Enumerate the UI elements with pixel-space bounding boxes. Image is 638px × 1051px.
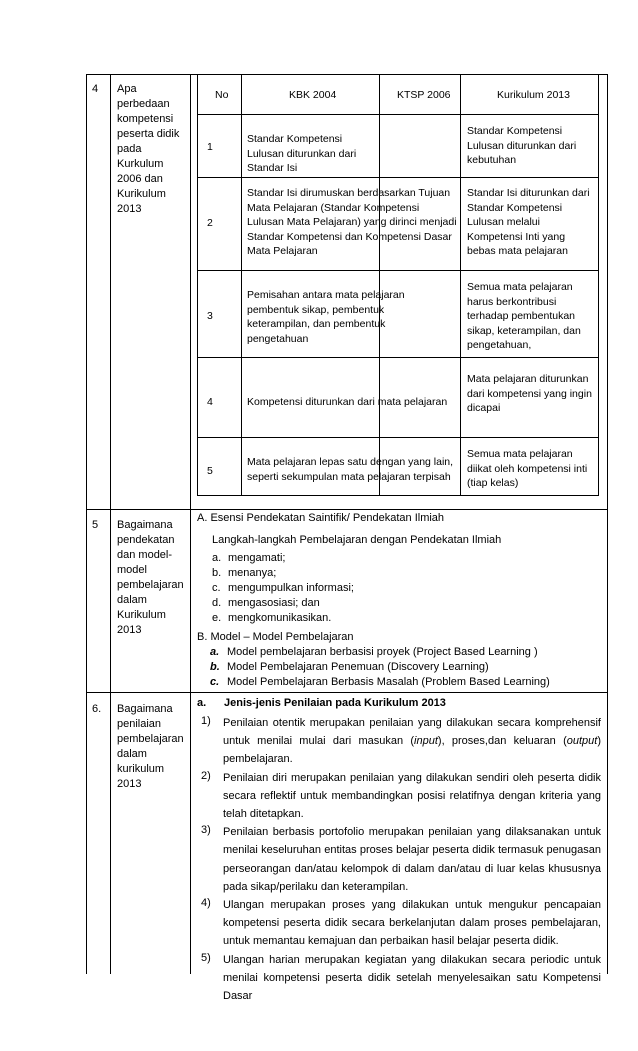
table-col-divider	[190, 74, 191, 974]
list-item: Model Pembelajaran Penemuan (Discovery Learning)	[227, 661, 489, 673]
header-kbk: KBK 2004	[289, 89, 337, 101]
row-question: Apa perbedaan kompetensi peserta didik pada Kurkulum 2006 dan Kurikulum 2013	[117, 83, 180, 215]
comparison-no: 4	[207, 396, 213, 408]
inner-border	[598, 74, 599, 496]
main-table	[86, 74, 608, 1002]
list-marker: c.	[210, 676, 220, 688]
list-marker: e.	[212, 612, 222, 624]
comparison-kbk: Mata pelajaran lepas satu dengan yang lain, seperti sekumpulan mata pelajaran terpisah	[247, 456, 454, 483]
section-heading-marker: a.	[197, 697, 207, 709]
row-number: 4	[92, 83, 99, 95]
comparison-k13: Standar Isi diturunkan dari Standar Kompetensi Lulusan melalui Kompetensi Inti yang bebas mata pelajaran	[467, 187, 590, 257]
list-item-line: untuk menilai mulai dari masukan (input), proses,dan keluaran (output)	[223, 735, 601, 748]
table-col-divider	[110, 74, 111, 974]
table-border-left	[86, 74, 87, 974]
list-marker: a.	[212, 552, 222, 564]
list-marker: c.	[212, 582, 221, 594]
inner-row-divider	[197, 177, 599, 178]
inner-row-divider	[197, 270, 599, 271]
comparison-no: 1	[207, 141, 213, 153]
list-item: mengkomunikasikan.	[228, 612, 332, 624]
section-subheading: Langkah-langkah Pembelajaran dengan Pendekatan Ilmiah	[212, 534, 502, 546]
row-question: Bagaimana penilaian pembelajaran dalam kurikulum 2013	[117, 703, 184, 790]
comparison-table	[197, 74, 599, 496]
row-divider	[86, 692, 608, 693]
inner-col-divider	[379, 74, 380, 496]
list-item: Model Pembelajaran Berbasis Masalah (Problem Based Learning)	[227, 676, 550, 688]
header-ktsp: KTSP 2006	[397, 89, 451, 101]
comparison-kbk: Kompetensi diturunkan dari mata pelajaran	[247, 396, 448, 408]
list-item-line: Penilaian diri merupakan penilaian yang dilakukan sendiri oleh peserta didik	[223, 771, 601, 784]
comparison-kbk: Pemisahan antara mata pelajaran pembentuk sikap, pembentuk keterampilan, dan pembentuk pengetahuan	[247, 289, 405, 345]
list-marker: 3)	[201, 824, 211, 837]
inner-col-divider	[241, 74, 242, 496]
inner-border	[197, 74, 198, 496]
list-marker: 5)	[201, 951, 211, 964]
list-item-line: Penilaian otentik merupakan penilaian yang dilakukan secara komprehensif	[223, 717, 601, 729]
list-marker: b.	[210, 661, 220, 673]
section-heading: Jenis-jenis Penilaian pada Kurikulum 2013	[224, 697, 446, 709]
list-item-line: Penilaian berbasis portofolio merupakan penilaian yang dilaksanakan untuk	[223, 826, 601, 839]
section-heading: A. Esensi Pendekatan Saintifik/ Pendekatan Ilmiah	[197, 512, 445, 524]
list-item-line: pembelajaran.	[223, 753, 293, 766]
row-number: 6.	[92, 703, 102, 715]
comparison-k13: Standar Kompetensi Lulusan diturunkan dari kebutuhan	[467, 125, 577, 166]
comparison-no: 5	[207, 465, 213, 477]
list-item-line: menilai kompetensi peserta didik setelah menyelesaikan satu Kompetensi Dasar	[223, 971, 601, 1002]
section-heading: B. Model – Model Pembelajaran	[197, 631, 354, 643]
inner-row-divider	[197, 114, 599, 115]
list-item-line: menilai keseluruhan entitas proses belajar peserta didik termasuk penugasan	[223, 844, 601, 857]
list-item-line: perseorangan dan/atau kelompok di dalam dan/atau di luar kelas khususnya	[223, 862, 601, 875]
comparison-no: 2	[207, 217, 213, 229]
list-marker: 2)	[201, 769, 211, 782]
inner-border	[197, 495, 599, 496]
comparison-no: 3	[207, 310, 213, 322]
list-item-line: secara reflektif untuk membandingkan posisi relatifnya dengan kriteria yang	[223, 789, 601, 802]
list-marker: d.	[212, 597, 222, 609]
comparison-k13: Mata pelajaran diturunkan dari kompetensi yang ingin dicapai	[467, 373, 592, 414]
header-k13: Kurikulum 2013	[497, 89, 570, 101]
row-question: Bagaimana pendekatan dan model-model pembelajaran dalam Kurikulum 2013	[117, 519, 184, 636]
comparison-kbk: Standar Isi dirumuskan berdasarkan Tujuan Mata Pelajaran (Standar Kompetensi Lulusan Mata Pelajaran) yang dirinci menjadi Standar Kompetensi dan Kompetensi Dasar Mata Pelajaran	[247, 187, 457, 257]
list-item: menanya;	[228, 567, 277, 579]
list-item-line: Ulangan harian merupakan kegiatan yang dilakukan secara periodic untuk	[223, 953, 601, 966]
list-item: mengumpulkan informasi;	[228, 582, 354, 594]
inner-row-divider	[197, 357, 599, 358]
list-marker: 1)	[201, 715, 211, 727]
inner-row-divider	[197, 437, 599, 438]
inner-border	[197, 74, 599, 75]
header-no: No	[215, 89, 229, 101]
list-item-line: untuk memantau kemajuan dan perbaikan hasil belajar peserta didik.	[223, 935, 559, 948]
inner-col-divider	[460, 74, 461, 496]
list-item: mengamati;	[228, 552, 286, 564]
list-item-line: Ulangan merupakan proses yang dilakukan untuk mengukur pencapaian	[223, 899, 601, 911]
row-number: 5	[92, 519, 99, 531]
table-border-right	[607, 74, 608, 974]
list-item-line: pada sikap/perilaku dan keterampilan.	[223, 880, 409, 893]
row-divider	[86, 509, 608, 510]
list-item-line: kompetensi peserta didik secara berkelanjutan dalam proses pembelajaran,	[223, 917, 601, 930]
list-item-line: telah ditetapkan.	[223, 808, 304, 820]
list-item: Model pembelajaran berbasisi proyek (Project Based Learning )	[227, 646, 538, 658]
comparison-kbk: Standar Kompetensi Lulusan diturunkan dari Standar Isi	[247, 133, 357, 174]
list-item: mengasosiasi; dan	[228, 597, 320, 609]
list-marker: b.	[212, 567, 222, 579]
list-marker: a.	[210, 646, 220, 658]
comparison-k13: Semua mata pelajaran harus berkontribusi terhadap pembentukan sikap, keterampilan, dan pengetahuan,	[467, 281, 581, 351]
list-marker: 4)	[201, 897, 211, 909]
comparison-k13: Semua mata pelajaran diikat oleh kompetensi inti (tiap kelas)	[467, 448, 588, 489]
